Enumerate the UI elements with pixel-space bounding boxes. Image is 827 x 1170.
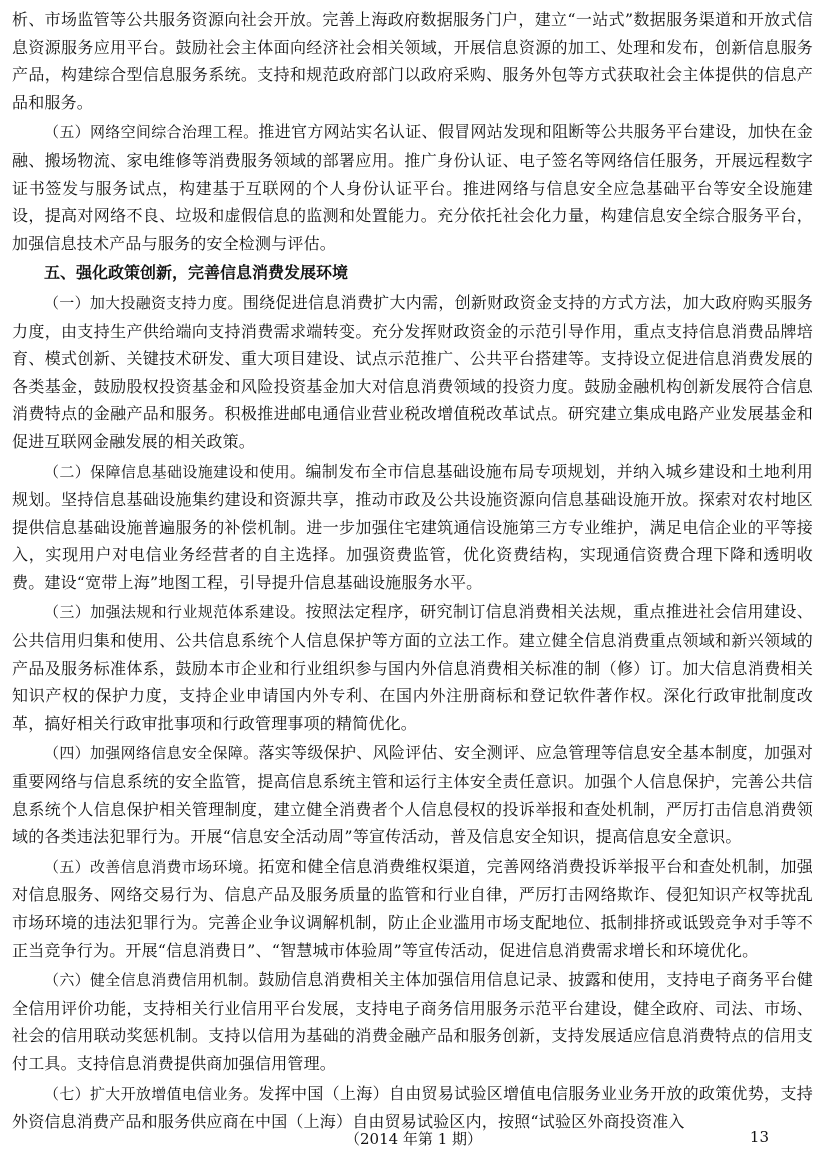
paragraph-network-governance: [12, 118, 813, 257]
paragraph-text: 鼓励信息消费相关主体加强信用信息记录、披露和使用，支持电子商务平台健全信用评价功能，支持相关行业信用平台发展，支持电子商务信用服务示范平台建设，健全政府、司法、市场、社会的信用联动奖惩机制。支持以信用为基础的消费金融产品和服务创新，支持发展适应信息消费特点的信用支付工具。支持信息消费提供商加强信用管理。: [12, 970, 813, 1073]
paragraph-lead: （五）改善信息消费市场环境。: [44, 857, 259, 876]
paragraph-regulation: [12, 598, 813, 737]
page-footer: [0, 1128, 827, 1152]
paragraph-infrastructure: [12, 458, 813, 597]
paragraph-security: [12, 739, 813, 850]
paragraph-lead: （一）加大投融资支持力度。: [44, 293, 243, 312]
section-heading: 五、强化政策创新，完善信息消费发展环境: [44, 263, 349, 283]
paragraph-text: 落实等级保护、风险评估、安全测评、应急管理等信息安全基本制度，加强对重要网络与信息系统的安全监管，提高信息系统主管和运行主体安全责任意识。加强个人信息保护，完善公共信息系统个人信息保护相关管理制度，建立健全消费者个人信息侵权的投诉举报和查处机制，严厉打击信息消费领域的各类违法犯罪行为。开展“信息安全活动周”等宣传活动，普及信息安全知识，提高信息安全意识。: [12, 743, 813, 847]
paragraph-text: 按照法定程序，研究制订信息消费相关法规，重点推进社会信用建设、公共信用归集和使用、公共信息系统个人信息保护等方面的立法工作。建立健全信息消费重点领域和新兴领域的产品及服务标准体系，鼓励本市企业和行业组织参与国内外信息消费相关标准的制（修）订。加大信息消费相关知识产权的保护力度，支持企业申请国内外专利、在国内外注册商标和登记软件著作权。深化行政审批制度改革，搞好相关行政审批事项和行政管理事项的精简优化。: [12, 602, 813, 733]
paragraph-lead: （四）加强网络信息安全保障。: [44, 744, 259, 763]
page-number: 13: [749, 1128, 769, 1146]
paragraph-lead: （三）加强法规和行业规范体系建设。: [44, 603, 306, 622]
paragraph-lead: （五）网络空间综合治理工程。: [44, 123, 259, 142]
paragraph-investment: [12, 289, 813, 456]
paragraph-text: 围绕促进信息消费扩大内需，创新财政资金支持的方式方法，加大政府购买服务力度，由支持生产供给端向支持消费需求端转变。充分发挥财政资金的示范引导作用，重点支持信息消费品牌培育、模式创新、关键技术研发、重大项目建设、试点示范推广、公共平台搭建等。支持设立促进信息消费发展的各类基金，鼓励股权投资基金和风险投资基金加大对信息消费领域的投资力度。鼓励金融机构创新发展符合信息消费特点的金融产品和服务。积极推进邮电通信业营业税改增值税改革试点。研究建立集成电路产业发展基金和促进互联网金融发展的相关政策。: [12, 292, 813, 451]
paragraph-market-environment: [12, 853, 813, 964]
paragraph-text: 推进官方网站实名认证、假冒网站发现和阻断等公共服务平台建设，加快在金融、搬场物流、家电维修等消费服务领域的部署应用。推广身份认证、电子签名等网络信任服务，开展远程数字证书签发与服务试点，构建基于互联网的个人身份认证平台。推进网络与信息安全应急基础平台等安全设施建设，提高对网络不良、垃圾和虚假信息的监测和处置能力。充分依托社会化力量，构建信息安全综合服务平台，加强信息技术产品与服务的安全检测与评估。: [12, 122, 813, 253]
paragraph-credit: [12, 966, 813, 1077]
paragraph-lead: （六）健全信息消费信用机制。: [44, 971, 259, 990]
paragraph-lead: （七）扩大开放增值电信业务。: [44, 1084, 259, 1103]
paragraph-text: 拓宽和健全信息消费维权渠道，完善网络消费投诉举报平台和查处机制，加强对信息服务、网络交易行为、信息产品及服务质量的监管和行业自律，严厉打击网络欺诈、侵犯知识产权等扰乱市场环境的违法犯罪行为。完善企业争议调解机制，防止企业滥用市场支配地位、抵制排挤或诋毁竞争对手等不正当竞争行为。开展“信息消费日”、“智慧城市体验周”等宣传活动，促进信息消费需求增长和环境优化。: [12, 856, 813, 960]
issue-label: （2014 年第 1 期）: [344, 1130, 483, 1148]
paragraph-lead: （二）保障信息基础设施建设和使用。: [44, 462, 306, 481]
paragraph-continued: 析、市场监管等公共服务资源向社会开放。完善上海政府数据服务门户，建立“一站式”数据服务渠道和开放式信息资源服务应用平台。鼓励社会主体面向经济社会相关领域，开展信息资源的加工、处理和发布，创新信息服务产品，构建综合型信息服务系统。支持和规范政府部门以政府采购、服务外包等方式获取社会主体提供的信息产品和服务。: [12, 10, 813, 112]
paragraph-text: 编制发布全市信息基础设施布局专项规划，并纳入城乡建设和土地利用规划。坚持信息基础设施集约建设和资源共享，推动市政及公共设施资源向信息基础设施开放。探索对农村地区提供信息基础设施普遍服务的补偿机制。进一步加强住宅建筑通信设施第三方专业维护，满足电信企业的平等接入，实现用户对电信业务经营者的自主选择。加强资费监管，优化资费结构，实现通信资费合理下降和透明收费。建设“宽带上海”地图工程，引导提升信息基础设施服务水平。: [12, 461, 813, 592]
paragraph-text: 发挥中国（上海）自由贸易试验区增值电信服务业业务开放的政策优势，支持外资信息消费产品和服务供应商在中国（上海）自由贸易试验区内，按照“试验区外商投资准入: [12, 1083, 813, 1132]
